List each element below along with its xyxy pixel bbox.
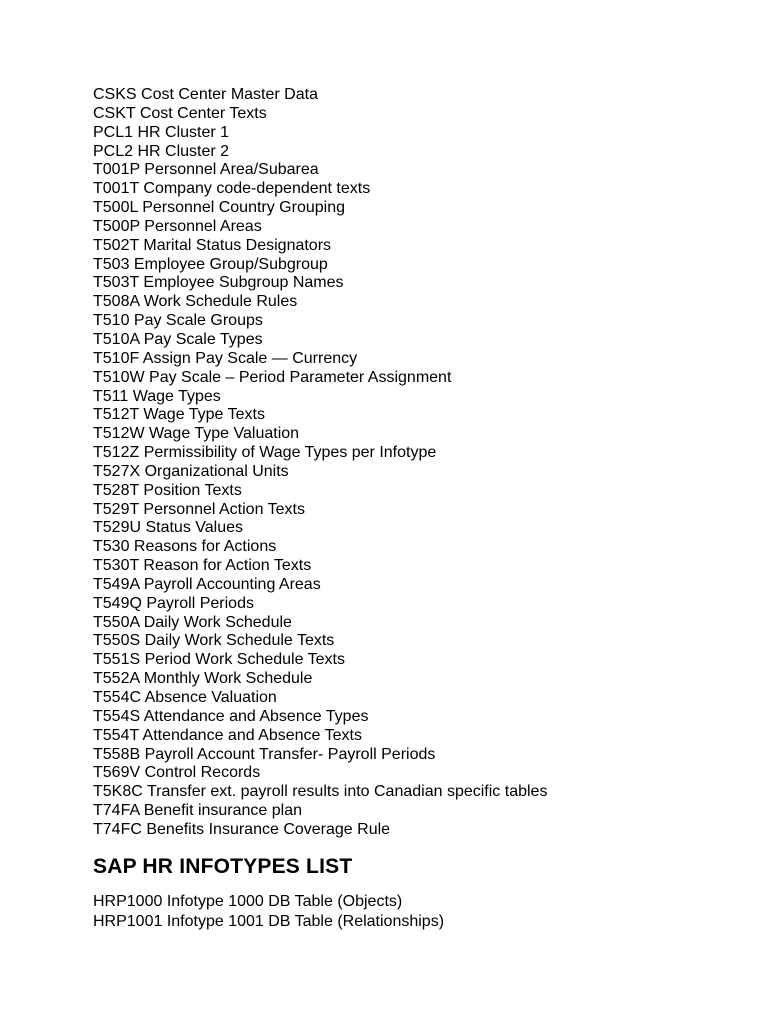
table-list-item: T510A Pay Scale Types	[93, 330, 263, 348]
sap-table-list	[93, 86, 753, 840]
table-list-item: T554C Absence Valuation	[93, 689, 277, 706]
table-list-item: T527X Organizational Units	[93, 462, 289, 480]
table-list-item: T569V Control Records	[93, 764, 261, 782]
table-list-item: T74FC Benefits Insurance Coverage Rule	[93, 820, 391, 838]
infotype-list-item: HRP1001 Infotype 1001 DB Table (Relationships)	[93, 912, 445, 930]
table-list-item: T549Q Payroll Periods	[93, 594, 254, 612]
table-list-item: T512W Wage Type Valuation	[93, 425, 300, 443]
table-list-item: T001P Personnel Area/Subarea	[93, 161, 319, 179]
table-list-item: T503T Employee Subgroup Names	[93, 274, 344, 292]
table-list-item: T550A Daily Work Schedule	[93, 613, 292, 631]
table-list-item: T549A Payroll Accounting Areas	[93, 575, 321, 593]
table-list-item: T500P Personnel Areas	[93, 217, 262, 235]
table-list-item: T550S Daily Work Schedule Texts	[93, 632, 335, 650]
table-list-item: T5K8C Transfer ext. payroll results into Canadian specific tables	[93, 783, 548, 801]
table-list-item: T554S Attendance and Absence Types	[93, 707, 369, 725]
table-list-item: T554T Attendance and Absence Texts	[93, 726, 362, 744]
table-list-item: T530 Reasons for Actions	[93, 538, 277, 556]
table-list-item: T529U Status Values	[93, 519, 244, 537]
infotype-list-item: HRP1000 Infotype 1000 DB Table (Objects)	[93, 892, 403, 910]
table-list-item: T510 Pay Scale Groups	[93, 312, 263, 330]
table-list-item: T500L Personnel Country Grouping	[93, 199, 345, 217]
table-list-item: PCL2 HR Cluster 2	[93, 142, 230, 160]
infotypes-heading: SAP HR INFOTYPES LIST	[93, 854, 353, 878]
infotypes-list	[93, 892, 753, 932]
table-list-item: CSKS Cost Center Master Data	[93, 86, 318, 103]
document-page	[93, 86, 753, 932]
table-list-item: T551S Period Work Schedule Texts	[93, 651, 345, 669]
table-list-item: T552A Monthly Work Schedule	[93, 670, 313, 688]
table-list-item: T528T Position Texts	[93, 481, 242, 499]
table-list-item: T510W Pay Scale – Period Parameter Assignment	[93, 368, 452, 386]
table-list-item: T512T Wage Type Texts	[93, 406, 265, 424]
table-list-item: T510F Assign Pay Scale — Currency	[93, 349, 358, 367]
table-list-item: T512Z Permissibility of Wage Types per Infotype	[93, 444, 437, 462]
table-list-item: PCL1 HR Cluster 1	[93, 123, 230, 141]
table-list-item: CSKT Cost Center Texts	[93, 104, 267, 122]
table-list-item: T511 Wage Types	[93, 387, 221, 405]
table-list-item: T502T Marital Status Designators	[93, 236, 332, 254]
table-list-item: T508A Work Schedule Rules	[93, 293, 298, 311]
table-list-item: T558B Payroll Account Transfer- Payroll Periods	[93, 745, 436, 763]
table-list-item: T529T Personnel Action Texts	[93, 500, 305, 518]
table-list-item: T74FA Benefit insurance plan	[93, 802, 303, 820]
table-list-item: T001T Company code-dependent texts	[93, 180, 371, 198]
table-list-item: T503 Employee Group/Subgroup	[93, 255, 328, 273]
table-list-item: T530T Reason for Action Texts	[93, 557, 312, 575]
